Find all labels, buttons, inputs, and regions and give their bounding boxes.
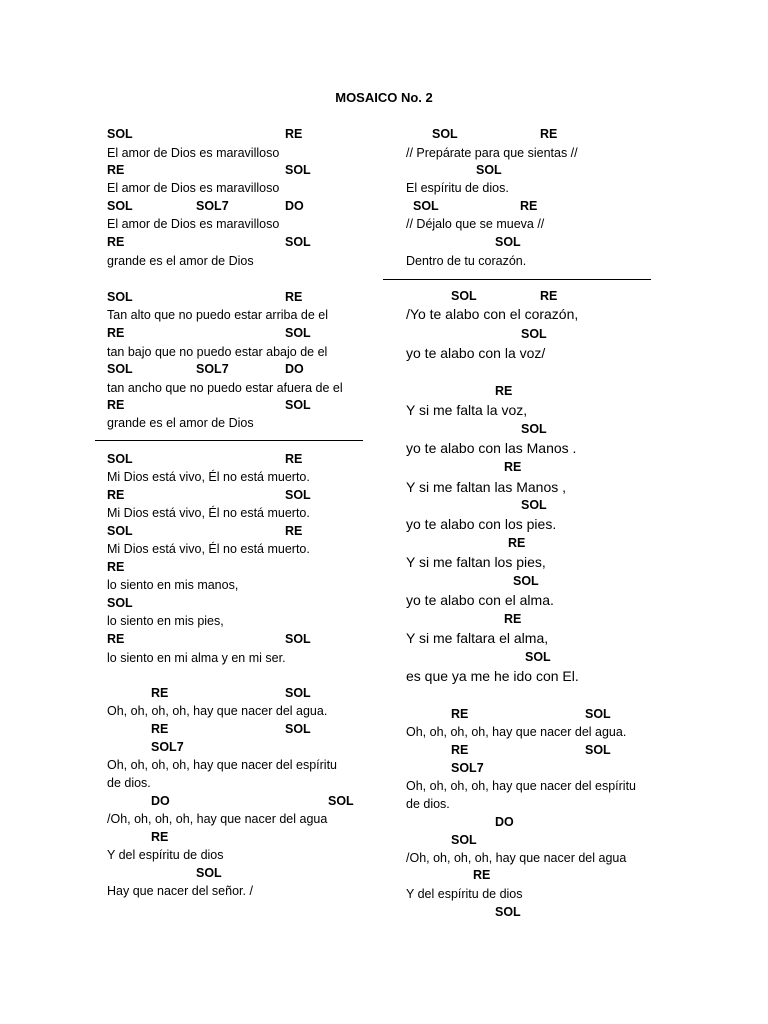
chord-label: SOL bbox=[495, 235, 521, 249]
lyric-line: El espíritu de dios. bbox=[406, 181, 509, 195]
lyric-line: Y del espíritu de dios bbox=[107, 848, 224, 862]
lyric-line: tan ancho que no puedo estar afuera de el bbox=[107, 381, 343, 395]
chord-label: RE bbox=[107, 163, 125, 177]
lyric-line: es que ya me he ido con El. bbox=[406, 668, 579, 684]
lyric-line: Y si me faltan las Manos , bbox=[406, 479, 567, 495]
chord-label: SOL bbox=[285, 686, 311, 700]
lyric-line: El amor de Dios es maravilloso bbox=[107, 181, 280, 195]
chord-label: DO bbox=[151, 794, 170, 808]
chord-label: RE bbox=[540, 127, 558, 141]
lyric-line: yo te alabo con el alma. bbox=[406, 592, 554, 608]
chord-label: SOL bbox=[285, 488, 311, 502]
chord-label: RE bbox=[151, 686, 169, 700]
chord-label: SOL bbox=[432, 127, 458, 141]
chord-label: RE bbox=[495, 384, 513, 398]
chord-label: SOL bbox=[107, 452, 133, 466]
lyric-line: Dentro de tu corazón. bbox=[406, 254, 527, 268]
chord-label: RE bbox=[504, 460, 522, 474]
right-section-divider bbox=[383, 279, 651, 280]
chord-label: SOL7 bbox=[196, 362, 229, 376]
lyric-line: Oh, oh, oh, oh, hay que nacer del espíritu bbox=[107, 758, 338, 772]
chord-label: RE bbox=[107, 326, 125, 340]
chord-label: SOL bbox=[285, 326, 311, 340]
chord-label: SOL bbox=[285, 722, 311, 736]
chord-label: SOL bbox=[451, 289, 477, 303]
chord-label: SOL bbox=[107, 362, 133, 376]
lyric-line: Tan alto que no puedo estar arriba de el bbox=[107, 308, 328, 322]
chord-label: SOL bbox=[107, 199, 133, 213]
lyric-line: de dios. bbox=[406, 797, 450, 811]
chord-label: SOL bbox=[521, 498, 547, 512]
lyric-line: /Oh, oh, oh, oh, hay que nacer del agua bbox=[406, 851, 627, 865]
chord-label: RE bbox=[107, 632, 125, 646]
chord-label: SOL bbox=[585, 743, 611, 757]
chord-label: RE bbox=[285, 452, 303, 466]
chord-label: RE bbox=[473, 868, 491, 882]
chord-label: SOL bbox=[285, 632, 311, 646]
chord-label: SOL bbox=[495, 905, 521, 919]
chord-label: RE bbox=[107, 398, 125, 412]
lyric-line: Hay que nacer del señor. / bbox=[107, 884, 253, 898]
lyric-line: lo siento en mi alma y en mi ser. bbox=[107, 651, 286, 665]
chord-label: SOL bbox=[196, 866, 222, 880]
lyric-line: lo siento en mis manos, bbox=[107, 578, 239, 592]
lyric-line: Y del espíritu de dios bbox=[406, 887, 523, 901]
chord-label: SOL bbox=[521, 327, 547, 341]
lyric-line: Y si me falta la voz, bbox=[406, 402, 528, 418]
chord-label: DO bbox=[495, 815, 514, 829]
chord-label: SOL bbox=[107, 524, 133, 538]
lyric-line: Mi Dios está vivo, Él no está muerto. bbox=[107, 542, 310, 556]
chord-label: RE bbox=[520, 199, 538, 213]
chord-label: SOL bbox=[451, 833, 477, 847]
chord-label: SOL bbox=[107, 290, 133, 304]
lyric-line: Oh, oh, oh, oh, hay que nacer del agua. bbox=[107, 704, 328, 718]
lyric-line: // Déjalo que se mueva // bbox=[406, 217, 545, 231]
lyric-line: Y si me faltan los pies, bbox=[406, 554, 546, 570]
lyric-line: /Yo te alabo con el corazón, bbox=[406, 306, 579, 322]
chord-label: RE bbox=[285, 290, 303, 304]
chord-label: RE bbox=[451, 743, 469, 757]
chord-label: SOL bbox=[513, 574, 539, 588]
chord-label: SOL bbox=[107, 596, 133, 610]
lyric-line: yo te alabo con los pies. bbox=[406, 516, 557, 532]
chord-label: RE bbox=[107, 235, 125, 249]
page-title: MOSAICO No. 2 bbox=[335, 90, 433, 105]
lyric-line: Oh, oh, oh, oh, hay que nacer del agua. bbox=[406, 725, 627, 739]
chord-label: SOL bbox=[476, 163, 502, 177]
lyric-line: Mi Dios está vivo, Él no está muerto. bbox=[107, 470, 310, 484]
lyric-line: grande es el amor de Dios bbox=[107, 254, 254, 268]
chord-label: SOL bbox=[107, 127, 133, 141]
chord-label: RE bbox=[451, 707, 469, 721]
chord-label: RE bbox=[504, 612, 522, 626]
chord-label: RE bbox=[285, 127, 303, 141]
chord-label: SOL7 bbox=[451, 761, 484, 775]
lyric-line: grande es el amor de Dios bbox=[107, 416, 254, 430]
lyric-line: de dios. bbox=[107, 776, 151, 790]
chord-label: DO bbox=[285, 199, 304, 213]
lyric-line: yo te alabo con las Manos . bbox=[406, 440, 577, 456]
chord-label: SOL bbox=[285, 398, 311, 412]
chord-label: SOL bbox=[521, 422, 547, 436]
lyric-line: Oh, oh, oh, oh, hay que nacer del espíritu bbox=[406, 779, 637, 793]
chord-label: RE bbox=[151, 722, 169, 736]
chord-label: SOL bbox=[585, 707, 611, 721]
chord-label: SOL bbox=[285, 163, 311, 177]
lyric-line: // Prepárate para que sientas // bbox=[406, 146, 578, 160]
lyric-line: El amor de Dios es maravilloso bbox=[107, 217, 280, 231]
lyric-line: yo te alabo con la voz/ bbox=[406, 345, 546, 361]
chord-label: RE bbox=[508, 536, 526, 550]
chord-label: SOL bbox=[413, 199, 439, 213]
lyric-line: Mi Dios está vivo, Él no está muerto. bbox=[107, 506, 310, 520]
lyric-line: Y si me faltara el alma, bbox=[406, 630, 549, 646]
chord-label: RE bbox=[285, 524, 303, 538]
left-section-divider bbox=[95, 440, 363, 441]
chord-label: SOL bbox=[328, 794, 354, 808]
chord-label: SOL bbox=[285, 235, 311, 249]
chord-label: RE bbox=[540, 289, 558, 303]
lyric-line: tan bajo que no puedo estar abajo de el bbox=[107, 345, 328, 359]
chord-label: SOL bbox=[525, 650, 551, 664]
chord-label: RE bbox=[151, 830, 169, 844]
chord-label: SOL7 bbox=[196, 199, 229, 213]
chord-label: RE bbox=[107, 488, 125, 502]
chord-label: DO bbox=[285, 362, 304, 376]
chord-label: SOL7 bbox=[151, 740, 184, 754]
chord-label: RE bbox=[107, 560, 125, 574]
lyric-line: /Oh, oh, oh, oh, hay que nacer del agua bbox=[107, 812, 328, 826]
lyric-line: El amor de Dios es maravilloso bbox=[107, 146, 280, 160]
lyric-line: lo siento en mis pies, bbox=[107, 614, 224, 628]
